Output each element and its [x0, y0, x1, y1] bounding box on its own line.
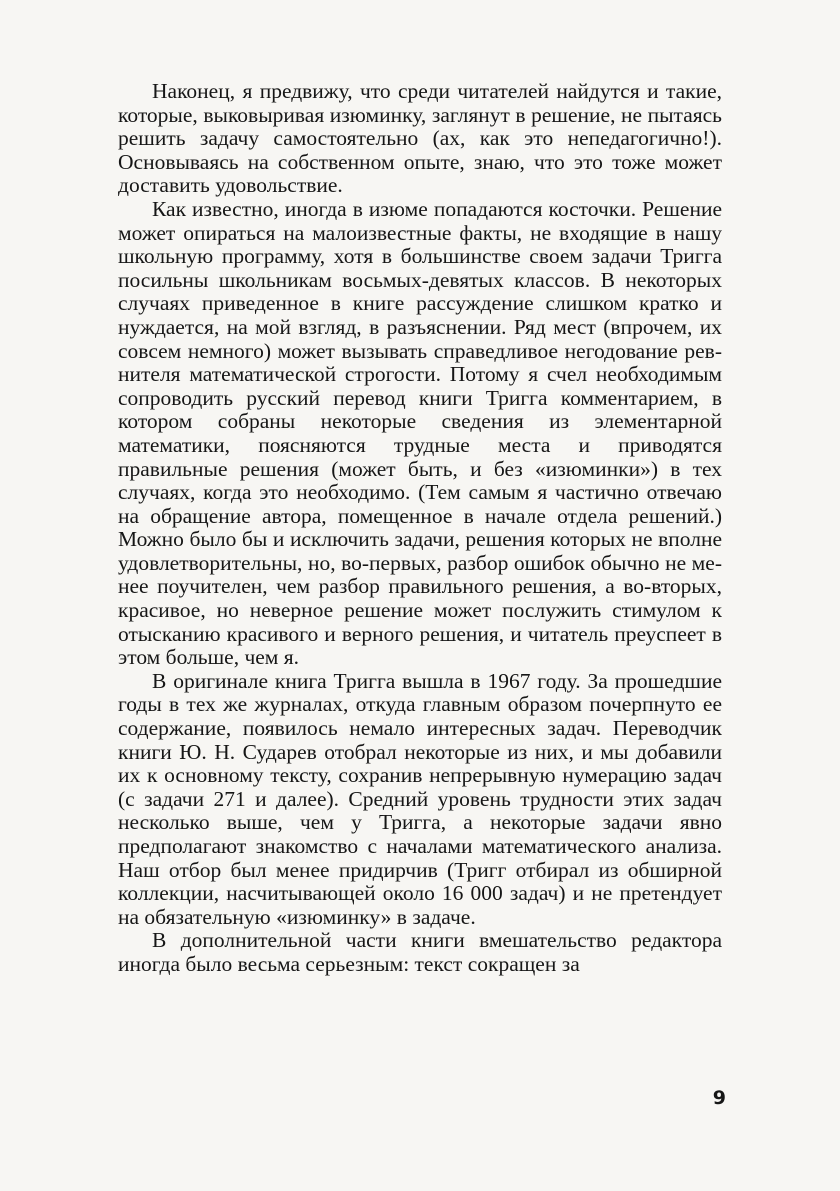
- paragraph: Как известно, иногда в изюме попадаются косточки. Решение может опираться на малоизвестные факты, не входящие в нашу школьную программу, хотя в большинстве своем задачи Тригга посильны школьникам восьмых-девятых классов. В некоторых случаях приведенное в книге рассуждение слишком кратко и нуждается, на мой взгляд, в разъяснении. Ряд мест (впрочем, их совсем немного) может вызывать справедливое негодование ревнителя математической строгости. Потому я счел необходимым сопроводить русский перевод книги Тригга комментарием, в котором собраны некоторые сведения из элементарной математики, поясняются трудные места и приводятся правильные решения (может быть, и без «изюминки») в тех случаях, когда это необходимо. (Тем самым я частично отвечаю на обращение автора, помещенное в начале отдела решений.) Можно было бы и исключить задачи, решения которых не вполне удовлетворительны, но, во-первых, разбор ошибок обычно не менее поучителен, чем разбор правильного решения, а во-вторых, красивое, но неверное решение может послужить стимулом к отысканию красивого и верного решения, и читатель преуспеет в этом больше, чем я.: [118, 196, 722, 670]
- paragraph: В дополнительной части книги вмешательство редактора иногда было весьма серьезным: текст сокращен за: [118, 928, 722, 976]
- page-number: 9: [712, 1087, 726, 1109]
- paragraph: В оригинале книга Тригга вышла в 1967 году. За прошедшие годы в тех же журналах, откуда главным образом почерпнуто ее содержание, появилось немало интересных задач. Переводчик книги Ю. Н. Сударев отобрал некоторые из них, и мы добавили их к основному тексту, сохранив непрерывную нумерацию задач (с задачи 271 и далее). Средний уровень трудности этих задач несколько выше, чем у Тригга, а некоторые задачи явно предполагают знакомство с началами математического анализа. Наш отбор был менее придирчив (Тригг отбирал из обширной коллекции, насчитывающей около 16 000 задач) и не претендует на обязательную «изюминку» в задаче.: [118, 668, 722, 929]
- paragraph: Наконец, я предвижу, что среди читателей найдутся и такие, которые, выковыривая изюминку, заглянут в решение, не пытаясь решить задачу самостоятельно (ах, как это непедагогично!). Основываясь на собственном опыте, знаю, что это тоже может доставить удовольствие.: [118, 79, 722, 198]
- page-body: [118, 80, 722, 977]
